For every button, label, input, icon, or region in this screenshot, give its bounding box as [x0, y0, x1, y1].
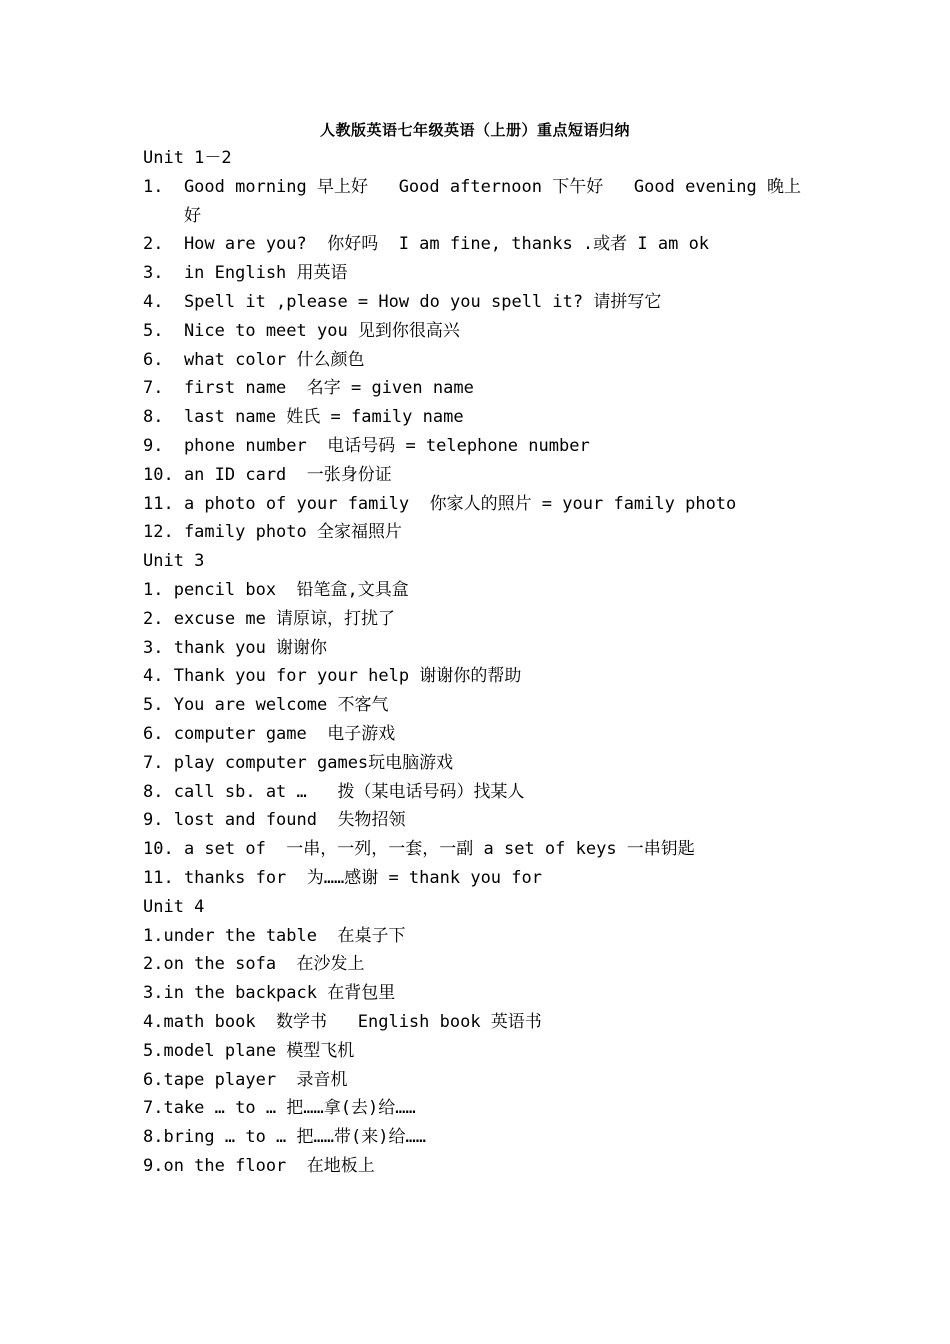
list-item: 10. a set of 一串，一列，一套，一副 a set of keys 一串钥匙 [143, 839, 695, 860]
list-item: 7. play computer games玩电脑游戏 [143, 752, 454, 773]
unit-heading: Unit 1－2 [143, 148, 232, 168]
list-item: 6.tape player 录音机 [143, 1069, 348, 1090]
list-item: 4. Spell it ,please = How do you spell it? 请拼写它 [143, 291, 662, 312]
list-item: 1.under the table 在桌子下 [143, 925, 406, 946]
list-item: 7. first name 名字 = given name [143, 378, 474, 399]
list-item: 5.model plane 模型飞机 [143, 1040, 355, 1061]
list-item: 10. an ID card 一张身份证 [143, 464, 392, 485]
list-item: 8.bring … to … 把……带(来)给…… [143, 1127, 426, 1148]
list-item: 9. phone number 电话号码 = telephone number [143, 435, 590, 456]
list-item: 5. You are welcome 不客气 [143, 695, 389, 716]
list-item: 4. Thank you for your help 谢谢你的帮助 [143, 666, 522, 687]
list-item: 11. thanks for 为……感谢 = thank you for [143, 867, 542, 888]
list-item: 3. thank you 谢谢你 [143, 637, 328, 658]
unit-heading: Unit 4 [143, 896, 205, 917]
list-item: 5. Nice to meet you 见到你很高兴 [143, 320, 460, 341]
list-item: 1. Good morning 早上好 Good afternoon 下午好 Good evening 晚上 [143, 176, 801, 197]
list-item: 1. pencil box 铅笔盒,文具盒 [143, 579, 409, 600]
phrase-list [143, 144, 823, 1181]
list-item: 8. last name 姓氏 = family name [143, 407, 464, 428]
list-item: 3.in the backpack 在背包里 [143, 983, 396, 1004]
list-item: 2.on the sofa 在沙发上 [143, 954, 365, 975]
list-item: 6. what color 什么颜色 [143, 349, 365, 370]
list-item: 9.on the floor 在地板上 [143, 1155, 375, 1176]
list-item: 8. call sb. at … 拨（某电话号码）找某人 [143, 781, 525, 802]
list-item: 2. excuse me 请原谅，打扰了 [143, 608, 396, 629]
list-item: 6. computer game 电子游戏 [143, 723, 396, 744]
list-item: 11. a photo of your family 你家人的照片 = your family photo [143, 493, 737, 514]
list-item: 7.take … to … 把……拿(去)给…… [143, 1098, 416, 1119]
list-item: 9. lost and found 失物招领 [143, 810, 406, 831]
document-title: 人教版英语七年级英语（上册）重点短语归纳 [319, 121, 630, 139]
list-item: 12. family photo 全家福照片 [143, 522, 402, 543]
list-item: 2. How are you? 你好吗 I am fine, thanks .或者 I am ok [143, 234, 710, 255]
list-item: 4.math book 数学书 English book 英语书 [143, 1011, 542, 1032]
list-item: 3. in English 用英语 [143, 263, 348, 284]
unit-heading: Unit 3 [143, 551, 205, 572]
list-item-continuation: 好 [143, 205, 201, 226]
